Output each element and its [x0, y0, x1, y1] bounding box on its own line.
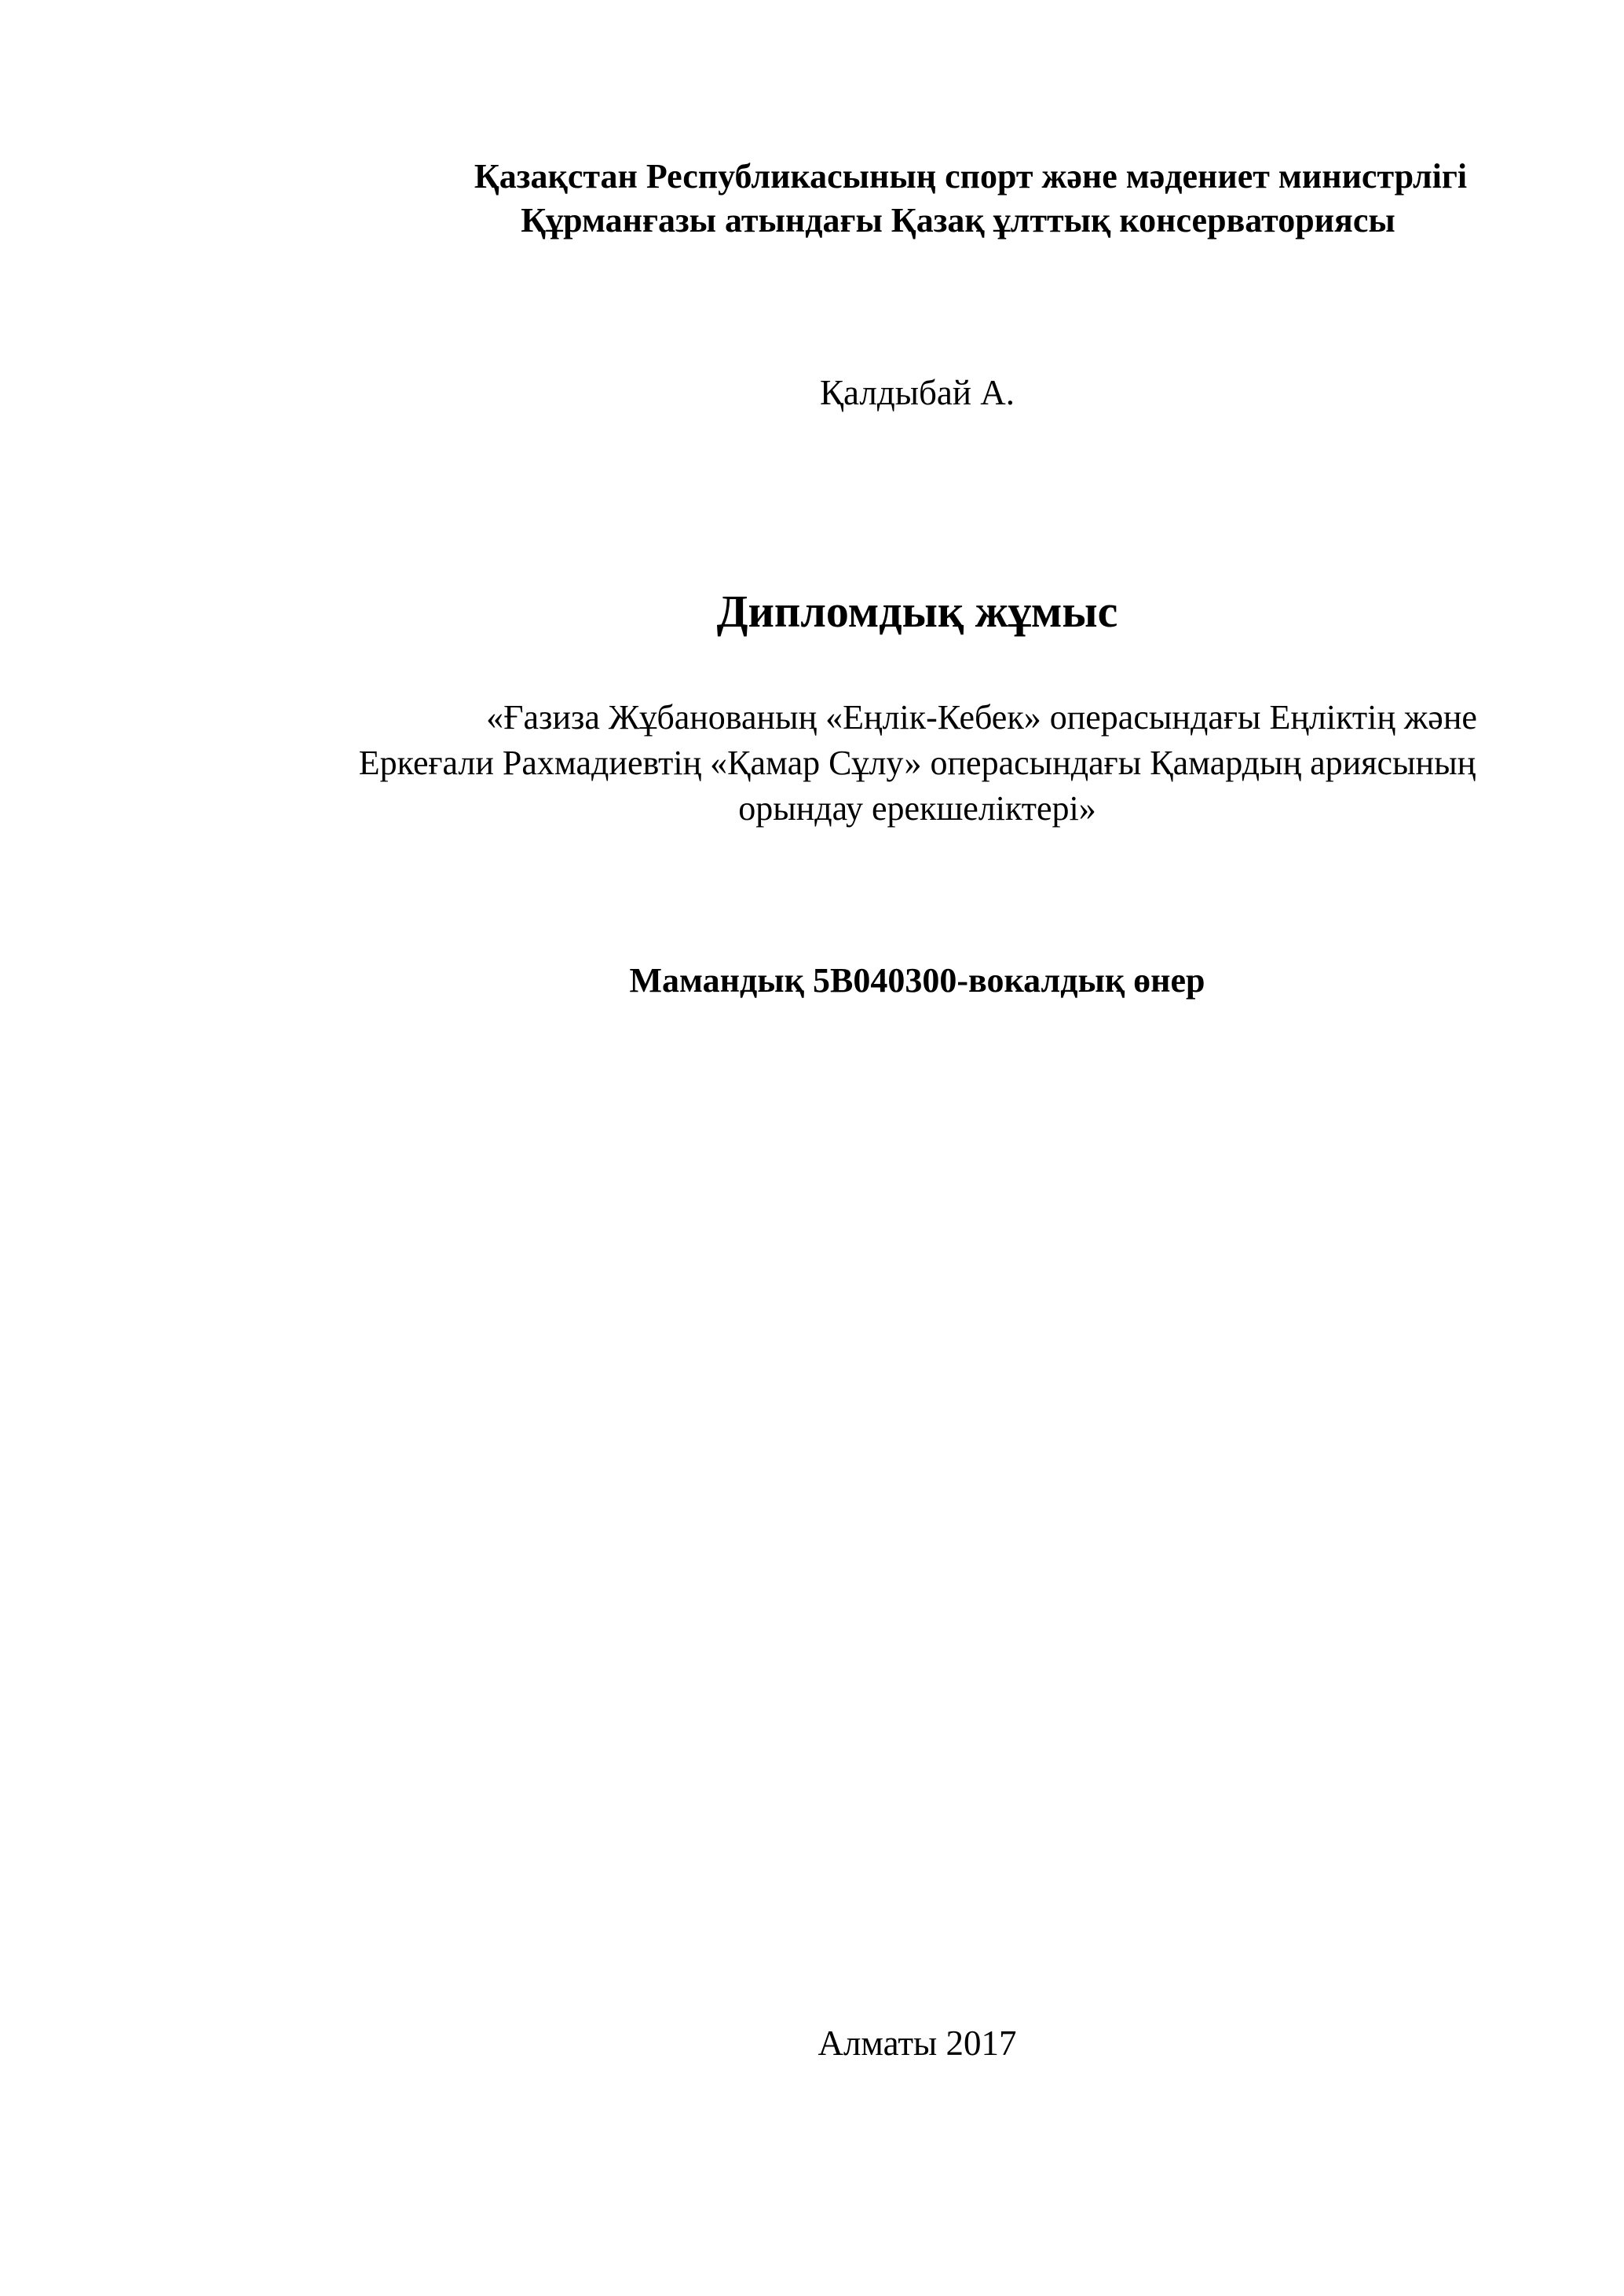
topic-line: Еркеғали Рахмадиевтің «Қамар Сұлу» операсындағы Қамардың ариясының: [358, 744, 1476, 782]
document-type-title: Дипломдық жұмыс: [716, 586, 1118, 637]
topic-line: орындау ерекшеліктері»: [738, 789, 1096, 828]
ministry-heading: Қазақстан Республикасының спорт және мәдениет министрлігі: [474, 157, 1468, 196]
author-name: Қалдыбай А.: [820, 373, 1015, 412]
topic-line: «Ғазиза Жұбанованың «Еңлік-Кебек» операсындағы Еңліктің және: [486, 698, 1477, 737]
institution-heading: Құрманғазы атындағы Қазақ ұлттық консерваториясы: [521, 201, 1395, 239]
specialty-line: Мамандық 5В040300-вокалдық өнер: [629, 961, 1205, 1000]
city-year: Алматы 2017: [817, 2024, 1017, 2063]
